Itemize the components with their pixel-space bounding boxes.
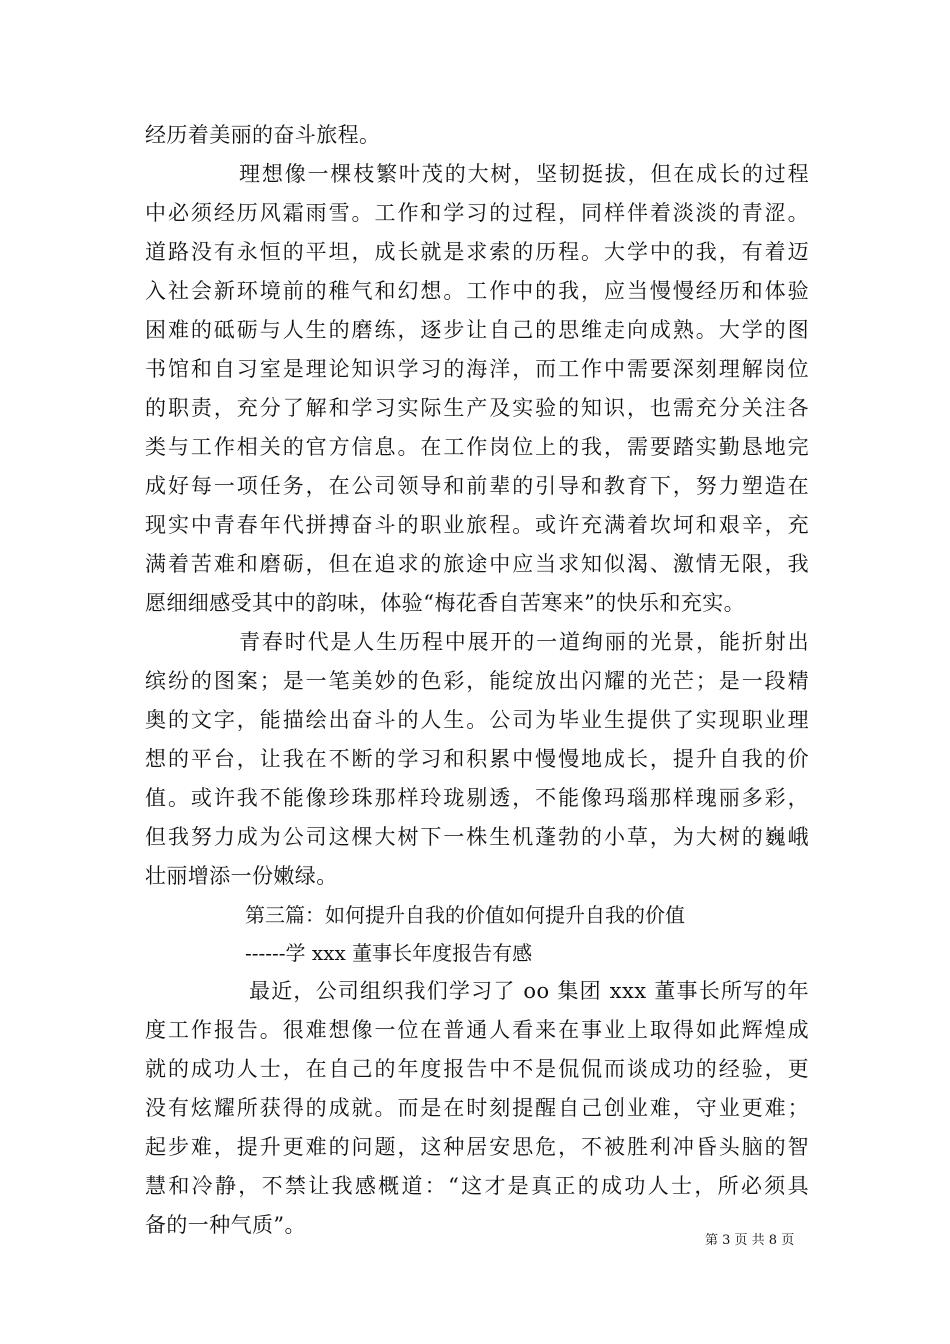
- text-line: 满着苦难和磨砺，但在追求的旅途中应当求知似渴、激情无限，我: [145, 552, 809, 576]
- text-line: 没有炫耀所获得的成就。而是在时刻提醒自己创业难，守业更难；: [145, 1096, 809, 1120]
- document-page: [145, 116, 809, 1245]
- text-line: 理想像一棵枝繁叶茂的大树，坚韧挺拔，但在成长的过程: [239, 162, 809, 186]
- page-number: 第 3 页 共 8 页: [705, 1233, 795, 1248]
- text-line: 最近，公司组织我们学习了 oo 集团 xxx 董事长所写的年: [249, 979, 809, 1003]
- text-line: 道路没有永恒的平坦，成长就是求索的历程。大学中的我，有着迈: [145, 240, 809, 264]
- text-line: 现实中青春年代拼搏奋斗的职业旅程。或许充满着坎坷和艰辛，充: [145, 513, 809, 537]
- text-line: 奥的文字，能描绘出奋斗的人生。公司为毕业生提供了实现职业理: [145, 708, 809, 732]
- text-line: 但我努力成为公司这棵大树下一株生机蓬勃的小草，为大树的巍峨: [145, 825, 809, 849]
- text-line: 的职责，充分了解和学习实际生产及实验的知识，也需充分关注各: [145, 396, 809, 420]
- text-line: 中必须经历风霜雨雪。工作和学习的过程，同样伴着淡淡的青涩。: [145, 201, 809, 225]
- text-line: 愿细细感受其中的韵味，体验“梅花香自苦寒来”的快乐和充实。: [145, 591, 746, 615]
- text-line: 值。或许我不能像珍珠那样玲珑剔透，不能像玛瑙那样瑰丽多彩，: [145, 786, 809, 810]
- text-line: 青春时代是人生历程中展开的一道绚丽的光景，能折射出: [239, 630, 809, 654]
- text-line: 慧和冷静，不禁让我感概道：“这才是真正的成功人士，所必须具: [145, 1174, 809, 1198]
- text-line: 困难的砥砺与人生的磨练，逐步让自己的思维走向成熟。大学的图: [145, 318, 809, 342]
- section-subtitle: ------学 xxx 董事长年度报告有感: [245, 941, 533, 965]
- text-line: 入社会新环境前的稚气和幻想。工作中的我，应当慢慢经历和体验: [145, 279, 809, 303]
- paragraph-report: [145, 972, 809, 1245]
- paragraph-youth: [145, 623, 809, 896]
- text-line: 度工作报告。很难想像一位在普通人看来在事业上取得如此辉煌成: [145, 1018, 809, 1042]
- text-line: 经历着美丽的奋斗旅程。: [145, 123, 381, 147]
- text-line: 备的一种气质”。: [145, 1213, 306, 1237]
- paragraph-continuation: [145, 116, 809, 155]
- text-line: 起步难，提升更难的问题，这种居安思危，不被胜利冲昏头脑的智: [145, 1135, 809, 1159]
- text-line: 成好每一项任务，在公司领导和前辈的引导和教育下，努力塑造在: [145, 474, 809, 498]
- section-title: 第三篇：如何提升自我的价值如何提升自我的价值: [245, 903, 685, 927]
- text-line: 类与工作相关的官方信息。在工作岗位上的我，需要踏实勤恳地完: [145, 435, 809, 459]
- text-line: 壮丽增添一份嫩绿。: [145, 864, 338, 888]
- paragraph-ideal: [145, 155, 809, 623]
- text-line: 想的平台，让我在不断的学习和积累中慢慢地成长，提升自我的价: [145, 747, 809, 771]
- text-line: 就的成功人士，在自己的年度报告中不是侃侃而谈成功的经验，更: [145, 1057, 809, 1081]
- text-line: 缤纷的图案；是一笔美妙的色彩，能绽放出闪耀的光芒；是一段精: [145, 669, 809, 693]
- text-line: 书馆和自习室是理论知识学习的海洋，而工作中需要深刻理解岗位: [145, 357, 809, 381]
